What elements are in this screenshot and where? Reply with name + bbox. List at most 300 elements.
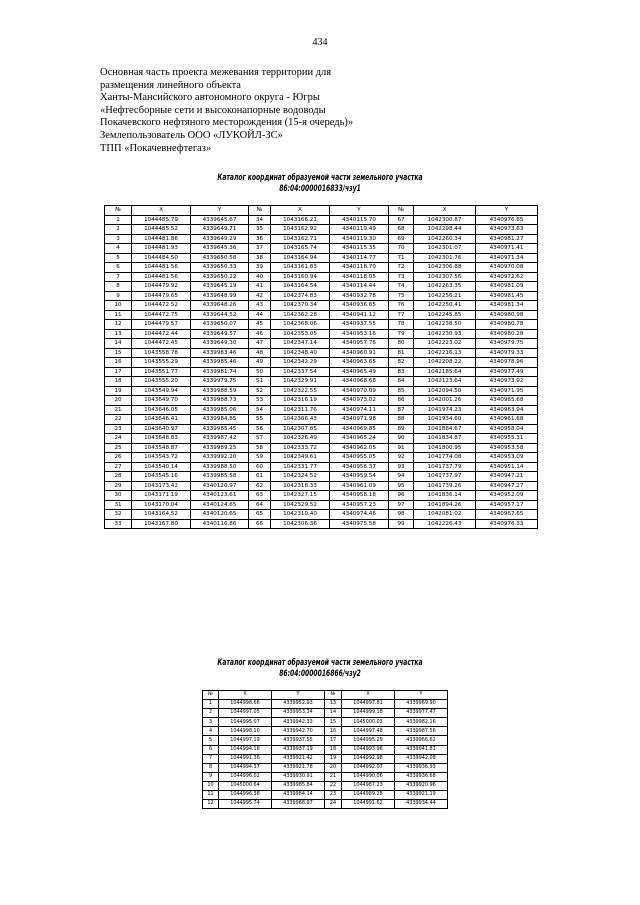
table-cell: 1044472.45 xyxy=(132,339,191,349)
table-row xyxy=(203,754,448,763)
column-header: X xyxy=(414,206,476,216)
table-cell: 4340971.98 xyxy=(330,415,389,425)
table-cell: 4340947.27 xyxy=(476,481,538,491)
table-cell: 4340976.33 xyxy=(476,519,538,529)
table-cell: 44 xyxy=(249,310,271,320)
table-row xyxy=(105,234,538,244)
table-cell: 1043540.14 xyxy=(132,462,191,472)
table-cell: 4339920.96 xyxy=(395,781,448,790)
table-row xyxy=(105,491,538,501)
table-cell: 54 xyxy=(249,405,271,415)
table-cell: 30 xyxy=(105,491,132,501)
coordinates-table-1 xyxy=(104,205,538,529)
table-cell: 1044999.18 xyxy=(342,709,395,718)
table-cell: 1043543.72 xyxy=(132,453,191,463)
header-line: Ханты-Мансийского автономного округа - Югры xyxy=(100,92,320,104)
table-cell: 1044997.19 xyxy=(219,736,272,745)
table-cell: 4339936.68 xyxy=(395,772,448,781)
table-cell: 1042260.34 xyxy=(414,234,476,244)
table-header-row xyxy=(203,691,448,700)
table-cell: 65 xyxy=(249,510,271,520)
table-cell: 32 xyxy=(105,510,132,520)
table-cell: 1044479.92 xyxy=(132,282,191,292)
table-cell: 4339969.90 xyxy=(395,700,448,709)
table-cell: 16 xyxy=(325,727,342,736)
table-row xyxy=(203,700,448,709)
table-cell: 1044484.50 xyxy=(132,253,191,263)
table-row xyxy=(105,481,538,491)
table-cell: 25 xyxy=(105,443,132,453)
table-cell: 46 xyxy=(249,329,271,339)
table-cell: 38 xyxy=(249,253,271,263)
table-cell: 94 xyxy=(389,472,414,482)
table-cell: 4340937.55 xyxy=(330,320,389,330)
table-cell: 1041800.95 xyxy=(414,443,476,453)
table-cell: 4339942.33 xyxy=(272,718,325,727)
table-cell: 1043551.77 xyxy=(132,367,191,377)
table-cell: 4339985.06 xyxy=(191,405,249,415)
table-row xyxy=(203,736,448,745)
table-cell: 4340119.49 xyxy=(330,225,389,235)
table-cell: 64 xyxy=(249,500,271,510)
table-cell: 4339921.19 xyxy=(395,791,448,800)
table-cell: 4340970.09 xyxy=(330,386,389,396)
table-row xyxy=(105,405,538,415)
table-cell: 4339992.20 xyxy=(191,453,249,463)
table-cell: 86 xyxy=(389,396,414,406)
table-cell: 1044992.07 xyxy=(342,763,395,772)
table-cell: 39 xyxy=(249,263,271,273)
table-cell: 4340123.61 xyxy=(191,491,249,501)
table-cell: 49 xyxy=(249,358,271,368)
table-cell: 10 xyxy=(203,781,219,790)
table-cell: 1042238.50 xyxy=(414,320,476,330)
table-cell: 8 xyxy=(105,282,132,292)
table-cell: 1043165.74 xyxy=(271,244,330,254)
table-cell: 1042318.33 xyxy=(271,481,330,491)
table-row xyxy=(105,348,538,358)
table-cell: 1045000.03 xyxy=(342,718,395,727)
table-cell: 9 xyxy=(105,291,132,301)
table-cell: 4339650.33 xyxy=(191,263,249,273)
table-cell: 41 xyxy=(249,282,271,292)
table-cell: 16 xyxy=(105,358,132,368)
table-cell: 1043555.29 xyxy=(132,358,191,368)
table-cell: 1044481.56 xyxy=(132,263,191,273)
table-cell: 14 xyxy=(325,709,342,718)
table-cell: 83 xyxy=(389,367,414,377)
table-cell: 19 xyxy=(105,386,132,396)
table-cell: 4340932.78 xyxy=(330,291,389,301)
table-cell: 22 xyxy=(105,415,132,425)
table-cell: 7 xyxy=(105,272,132,282)
table-cell: 4339985.58 xyxy=(191,472,249,482)
table-cell: 4340960.91 xyxy=(330,348,389,358)
table-cell: 1042094.50 xyxy=(414,386,476,396)
table-cell: 1041774.08 xyxy=(414,453,476,463)
table-cell: 2 xyxy=(203,709,219,718)
table-cell: 4340114.44 xyxy=(330,282,389,292)
table-cell: 8 xyxy=(203,763,219,772)
table-cell: 1044472.44 xyxy=(132,329,191,339)
table-cell: 50 xyxy=(249,367,271,377)
table-cell: 77 xyxy=(389,310,414,320)
table-cell: 4340118.70 xyxy=(330,263,389,273)
table-cell: 90 xyxy=(389,434,414,444)
table-row xyxy=(105,462,538,472)
table-cell: 1042370.34 xyxy=(271,301,330,311)
table-cell: 4339921.42 xyxy=(272,754,325,763)
table-cell: 1044481.56 xyxy=(132,272,191,282)
table-row xyxy=(105,377,538,387)
table-cell: 73 xyxy=(389,272,414,282)
table-cell: 24 xyxy=(325,800,342,809)
table-cell: 69 xyxy=(389,234,414,244)
table-cell: 4340979.33 xyxy=(476,348,538,358)
column-header: Y xyxy=(191,206,249,216)
table-cell: 72 xyxy=(389,263,414,273)
column-header: X xyxy=(132,206,191,216)
table-cell: 1042311.76 xyxy=(271,405,330,415)
table-cell: 4340974.46 xyxy=(330,510,389,520)
table-cell: 4340962.05 xyxy=(330,443,389,453)
table-row xyxy=(203,772,448,781)
table-cell: 4339982.16 xyxy=(395,718,448,727)
table-cell: 4340957.76 xyxy=(330,339,389,349)
table-cell: 1043164.52 xyxy=(132,510,191,520)
table-cell: 1042329.52 xyxy=(271,500,330,510)
table-cell: 1042230.93 xyxy=(414,329,476,339)
table-cell: 37 xyxy=(249,244,271,254)
table-cell: 1042348.40 xyxy=(271,348,330,358)
table-cell: 4339921.78 xyxy=(272,763,325,772)
table-cell: 14 xyxy=(105,339,132,349)
table-cell: 1043555.20 xyxy=(132,377,191,387)
table-row xyxy=(105,386,538,396)
table-cell: 4339645.36 xyxy=(191,244,249,254)
table-cell: 3 xyxy=(203,718,219,727)
table-cell: 1041739.26 xyxy=(414,481,476,491)
table-cell: 1042001.26 xyxy=(414,396,476,406)
table-cell: 4340120.65 xyxy=(191,510,249,520)
table-cell: 60 xyxy=(249,462,271,472)
table-row xyxy=(203,781,448,790)
column-header: № xyxy=(325,691,342,700)
column-header: Y xyxy=(330,206,389,216)
table-cell: 1043648.83 xyxy=(132,434,191,444)
table-cell: 71 xyxy=(389,253,414,263)
table-cell: 5 xyxy=(203,736,219,745)
table-cell: 4339988.59 xyxy=(191,386,249,396)
table-cell: 4339984.14 xyxy=(272,791,325,800)
table-row xyxy=(105,396,538,406)
table-cell: 4339648.99 xyxy=(191,291,249,301)
table-row xyxy=(105,453,538,463)
table-cell: 1042310.40 xyxy=(271,510,330,520)
table-cell: 4340115.35 xyxy=(330,244,389,254)
table-cell: 1042185.64 xyxy=(414,367,476,377)
table-row xyxy=(105,415,538,425)
table-row xyxy=(105,215,538,225)
table-cell: 1042216.13 xyxy=(414,348,476,358)
table-cell: 43 xyxy=(249,301,271,311)
table1-title: Каталог координат образуемой части земельного участка xyxy=(217,172,423,182)
table-cell: 1044481.93 xyxy=(132,244,191,254)
table-cell: 4340971.95 xyxy=(476,386,538,396)
table-cell: 1043162.92 xyxy=(271,225,330,235)
table-cell: 52 xyxy=(249,386,271,396)
column-header: № xyxy=(203,691,219,700)
table-row xyxy=(105,339,538,349)
table-cell: 4340957.17 xyxy=(476,500,538,510)
table-cell: 4340936.65 xyxy=(330,301,389,311)
table-cell: 40 xyxy=(249,272,271,282)
table-row xyxy=(105,510,538,520)
table-cell: 1043162.71 xyxy=(271,234,330,244)
table-row xyxy=(203,791,448,800)
table-cell: 63 xyxy=(249,491,271,501)
table-cell: 18 xyxy=(105,377,132,387)
document-header xyxy=(100,67,520,155)
column-header: Y xyxy=(272,691,325,700)
table-cell: 4340969.85 xyxy=(330,424,389,434)
table-cell: 4340980.28 xyxy=(476,329,538,339)
table-cell: 4339645.19 xyxy=(191,282,249,292)
table-row xyxy=(105,291,538,301)
table-cell: 1043171.19 xyxy=(132,491,191,501)
table-row xyxy=(105,272,538,282)
table-cell: 57 xyxy=(249,434,271,444)
table-cell: 1044997.05 xyxy=(219,709,272,718)
table-cell: 4340118.05 xyxy=(330,272,389,282)
table-cell: 12 xyxy=(105,320,132,330)
table-cell: 7 xyxy=(203,754,219,763)
table-cell: 4340947.21 xyxy=(476,472,538,482)
table-cell: 1042256.21 xyxy=(414,291,476,301)
table-cell: 4 xyxy=(203,727,219,736)
table-cell: 4340953.09 xyxy=(476,453,538,463)
table-cell: 4340958.04 xyxy=(476,424,538,434)
table-row xyxy=(105,519,538,529)
table-cell: 2 xyxy=(105,225,132,235)
table-cell: 27 xyxy=(105,462,132,472)
table-cell: 4340981.34 xyxy=(476,301,538,311)
table-cell: 1041974.23 xyxy=(414,405,476,415)
table-cell: 1041836.14 xyxy=(414,491,476,501)
table-cell: 4340974.11 xyxy=(330,405,389,415)
column-header: X xyxy=(271,206,330,216)
table-cell: 78 xyxy=(389,320,414,330)
table-cell: 4340980.98 xyxy=(476,310,538,320)
table-cell: 28 xyxy=(105,472,132,482)
table-cell: 4340115.70 xyxy=(330,215,389,225)
table-cell: 4340953.58 xyxy=(476,443,538,453)
table-cell: 4340973.92 xyxy=(476,377,538,387)
table-cell: 55 xyxy=(249,415,271,425)
table-row xyxy=(105,367,538,377)
table-cell: 4340963.65 xyxy=(330,358,389,368)
table-cell: 4339930.91 xyxy=(272,772,325,781)
table-cell: 4340965.49 xyxy=(330,367,389,377)
table1-subtitle: 86:04:0000016833/чзу1 xyxy=(279,182,361,193)
table-cell: 4339952.93 xyxy=(272,700,325,709)
table-cell: 80 xyxy=(389,339,414,349)
table-cell: 4340967.65 xyxy=(476,510,538,520)
table-cell: 1043161.83 xyxy=(271,263,330,273)
table-cell: 4340116.86 xyxy=(191,519,249,529)
table-cell: 4340952.09 xyxy=(476,491,538,501)
table-cell: 4339644.52 xyxy=(191,310,249,320)
table-cell: 53 xyxy=(249,396,271,406)
table-cell: 24 xyxy=(105,434,132,444)
table-cell: 1042349.61 xyxy=(271,453,330,463)
table-cell: 6 xyxy=(105,263,132,273)
table-row xyxy=(105,434,538,444)
table-cell: 62 xyxy=(249,481,271,491)
table-cell: 1044994.37 xyxy=(219,763,272,772)
table-cell: 20 xyxy=(325,763,342,772)
table-row xyxy=(105,443,538,453)
table-cell: 1 xyxy=(105,215,132,225)
table2-caption xyxy=(90,657,551,678)
table-row xyxy=(105,424,538,434)
table-cell: 4 xyxy=(105,244,132,254)
table-cell: 4340980.78 xyxy=(476,320,538,330)
table-cell: 1042324.52 xyxy=(271,472,330,482)
table-cell: 4339937.19 xyxy=(272,745,325,754)
table-cell: 1042326.49 xyxy=(271,434,330,444)
table-cell: 1044990.06 xyxy=(342,772,395,781)
table-cell: 1044998.10 xyxy=(219,727,272,736)
table-cell: 11 xyxy=(203,791,219,800)
column-header: № xyxy=(389,206,414,216)
table-cell: 4340968.68 xyxy=(330,377,389,387)
table-cell: 4339942.08 xyxy=(395,754,448,763)
table-cell: 1043173.42 xyxy=(132,481,191,491)
table-cell: 59 xyxy=(249,453,271,463)
page-number: 434 xyxy=(312,37,328,48)
table-cell: 93 xyxy=(389,462,414,472)
table-cell: 19 xyxy=(325,754,342,763)
table-cell: 85 xyxy=(389,386,414,396)
column-header: X xyxy=(342,691,395,700)
header-line: Основная часть проекта межевания территории для xyxy=(100,67,332,78)
table-cell: 1044472.52 xyxy=(132,301,191,311)
table-cell: 15 xyxy=(325,718,342,727)
table-cell: 1042322.55 xyxy=(271,386,330,396)
table-cell: 1042337.54 xyxy=(271,367,330,377)
table-cell: 4340970.08 xyxy=(476,263,538,273)
table-cell: 4339977.47 xyxy=(395,709,448,718)
table-row xyxy=(203,800,448,809)
table-cell: 4339942.70 xyxy=(272,727,325,736)
coordinates-table-2 xyxy=(202,690,448,809)
table-cell: 1043558.78 xyxy=(132,348,191,358)
table-cell: 29 xyxy=(105,481,132,491)
table-cell: 1042245.85 xyxy=(414,310,476,320)
table-cell: 48 xyxy=(249,348,271,358)
table-cell: 4339650.58 xyxy=(191,253,249,263)
table-cell: 82 xyxy=(389,358,414,368)
table-cell: 1043166.21 xyxy=(271,215,330,225)
table-cell: 1044989.28 xyxy=(342,791,395,800)
table-cell: 4340979.75 xyxy=(476,339,538,349)
table-cell: 1043640.97 xyxy=(132,424,191,434)
table-cell: 4339645.67 xyxy=(191,215,249,225)
table-cell: 26 xyxy=(105,453,132,463)
table-row xyxy=(105,244,538,254)
table-cell: 91 xyxy=(389,443,414,453)
table-cell: 84 xyxy=(389,377,414,387)
table-cell: 1042331.77 xyxy=(271,462,330,472)
table-cell: 81 xyxy=(389,348,414,358)
table-cell: 12 xyxy=(203,800,219,809)
column-header: Y xyxy=(395,691,448,700)
table-cell: 1041834.87 xyxy=(414,434,476,444)
table-cell: 23 xyxy=(105,424,132,434)
table-cell: 1042263.35 xyxy=(414,282,476,292)
table-cell: 4340119.30 xyxy=(330,234,389,244)
table-cell: 92 xyxy=(389,453,414,463)
table-cell: 4339650.07 xyxy=(191,320,249,330)
table-cell: 1042306.88 xyxy=(414,263,476,273)
table-cell: 1044996.38 xyxy=(219,791,272,800)
table-cell: 1044996.02 xyxy=(219,772,272,781)
table-cell: 79 xyxy=(389,329,414,339)
table-cell: 4339981.74 xyxy=(191,367,249,377)
table-row xyxy=(203,727,448,736)
table-cell: 1042298.44 xyxy=(414,225,476,235)
table-cell: 31 xyxy=(105,500,132,510)
table-cell: 56 xyxy=(249,424,271,434)
table-cell: 89 xyxy=(389,424,414,434)
table-cell: 1044995.29 xyxy=(342,736,395,745)
table-cell: 76 xyxy=(389,301,414,311)
table-cell: 1043167.80 xyxy=(132,519,191,529)
table-cell: 4340963.94 xyxy=(476,405,538,415)
table-cell: 4339953.34 xyxy=(272,709,325,718)
table-cell: 1043164.54 xyxy=(271,282,330,292)
table-cell: 1044479.65 xyxy=(132,291,191,301)
table-cell: 1043170.04 xyxy=(132,500,191,510)
table-cell: 4340971.41 xyxy=(476,244,538,254)
table-cell: 4340114.77 xyxy=(330,253,389,263)
table-cell: 1042250.41 xyxy=(414,301,476,311)
header-line: размещения линейного объекта xyxy=(100,79,241,91)
table-cell: 1044992.98 xyxy=(342,754,395,763)
table-cell: 1042316.19 xyxy=(271,396,330,406)
table-cell: 4339985.84 xyxy=(272,781,325,790)
table-cell: 1044479.57 xyxy=(132,320,191,330)
table-cell: 1042300.87 xyxy=(414,215,476,225)
column-header: Y xyxy=(476,206,538,216)
table-cell: 4339988.50 xyxy=(191,462,249,472)
table-cell: 1042333.72 xyxy=(271,443,330,453)
table-cell: 4340961.68 xyxy=(476,415,538,425)
table-cell: 4340981.27 xyxy=(476,234,538,244)
table-cell: 1044485.79 xyxy=(132,215,191,225)
table-cell: 4339648.26 xyxy=(191,301,249,311)
table-header-row xyxy=(105,206,538,216)
table-cell: 1043646.41 xyxy=(132,415,191,425)
table-cell: 1041934.60 xyxy=(414,415,476,425)
table-cell: 4339650.22 xyxy=(191,272,249,282)
table-cell: 4339985.45 xyxy=(191,424,249,434)
table-cell: 67 xyxy=(389,215,414,225)
table1-caption xyxy=(90,172,551,193)
table-cell: 4340965.24 xyxy=(330,434,389,444)
table-cell: 1042374.83 xyxy=(271,291,330,301)
